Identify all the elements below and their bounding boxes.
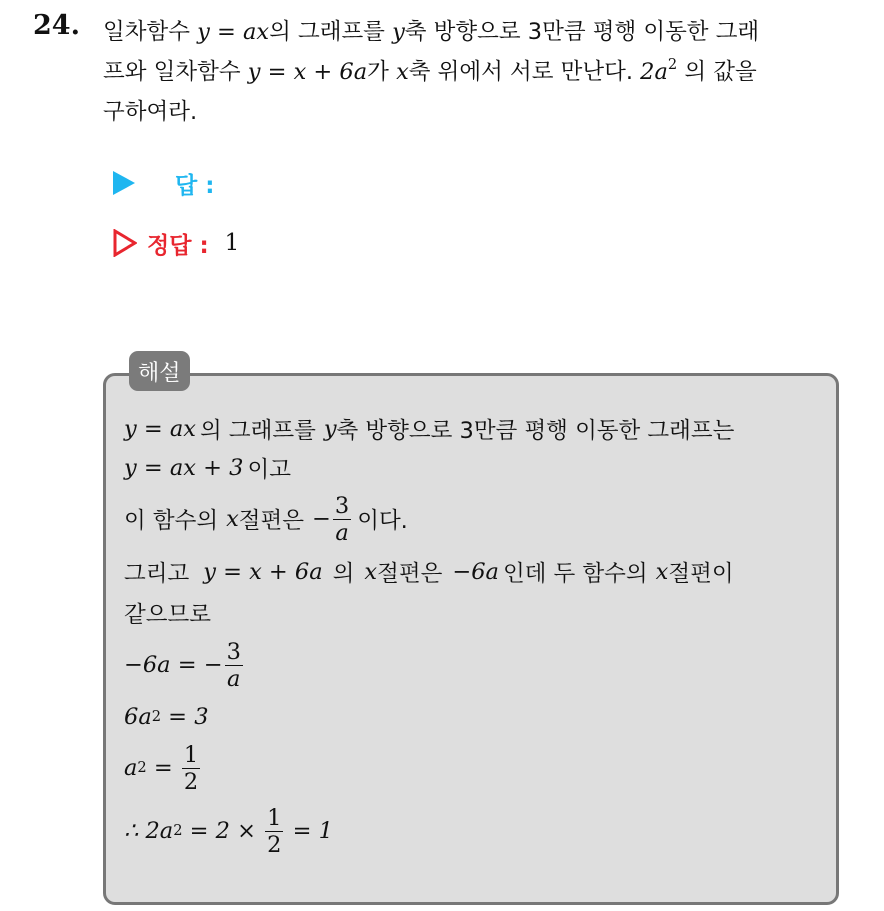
e-text: 의 그래프를 xyxy=(199,418,316,444)
fraction-denominator: 2 xyxy=(183,768,199,795)
q-text: 축 방향으로 3만큼 평행 이동한 그래 xyxy=(404,19,760,45)
e-math: y = ax xyxy=(124,416,196,442)
fraction xyxy=(182,742,200,795)
fraction-denominator: 2 xyxy=(267,831,282,858)
solution-row xyxy=(113,225,239,261)
question-line-2 xyxy=(103,52,863,92)
e-text: 그리고 xyxy=(124,561,190,587)
explanation-line-9: ∴ 2a 2 = 2 × $\frac{1}{2}$ = 1 xyxy=(124,804,333,858)
e-text: 이 함수의 xyxy=(124,508,219,534)
q-math: y xyxy=(392,19,405,45)
explanation-line-3 xyxy=(124,487,824,551)
e-text: 절편은 xyxy=(377,561,443,587)
outline-triangle-icon xyxy=(113,229,137,257)
e-text: 인데 두 함수의 xyxy=(502,561,648,587)
solution-value: 1 xyxy=(224,230,240,256)
solution-label: 정답 : xyxy=(147,232,209,259)
e-text: 이다. xyxy=(357,508,408,534)
e-math: x xyxy=(226,506,239,532)
e-math: = xyxy=(146,755,180,781)
fraction xyxy=(333,493,351,546)
explanation-line-6 xyxy=(124,633,824,697)
q-math: y = ax xyxy=(197,19,270,45)
explanation-tab: 해설 xyxy=(129,351,190,391)
e-math: − xyxy=(312,506,331,532)
q-math: x xyxy=(396,59,409,85)
e-text: 축 방향으로 3만큼 평행 이동한 그래프는 xyxy=(336,418,735,444)
q-math: 2a xyxy=(640,59,668,85)
fraction-numerator: 1 xyxy=(183,741,199,768)
explanation-line-5 xyxy=(124,593,824,633)
q-math: y = x + 6a xyxy=(247,59,368,85)
fraction xyxy=(265,805,283,858)
e-math: y = ax + 3 xyxy=(124,455,244,481)
e-text: 절편이 xyxy=(668,561,734,587)
explanation-line-7: 6a 2 = 3 xyxy=(124,704,209,730)
question-line-3 xyxy=(103,92,863,132)
explanation-line-8: a 2 = $\frac{1}{2}$ xyxy=(124,741,199,795)
q-text: 축 위에서 서로 만난다. xyxy=(408,59,634,85)
fraction-numerator: 3 xyxy=(334,492,350,519)
q-text: 의 값을 xyxy=(684,59,757,85)
explanation-line-1 xyxy=(124,409,824,449)
question-number: 24. xyxy=(33,10,80,41)
e-math: −6a xyxy=(452,559,499,585)
e-math: −6a = − xyxy=(124,652,223,678)
q-text: 의 그래프를 xyxy=(269,19,385,45)
e-math: x xyxy=(364,559,378,585)
explanation-line-2 xyxy=(124,449,824,487)
fraction-numerator: 1 xyxy=(267,804,282,831)
e-text: 같으므로 xyxy=(124,602,211,628)
q-text: 가 xyxy=(367,59,389,85)
e-math: = 3 xyxy=(161,704,209,730)
question-line-1 xyxy=(103,12,863,52)
e-math: = 2 × xyxy=(182,818,264,844)
e-math: ∴ 2a xyxy=(124,818,174,844)
e-math: y = x + 6a xyxy=(203,559,323,585)
fraction-denominator: a xyxy=(227,665,241,692)
q-text: 프와 일차함수 xyxy=(103,59,241,85)
q-text: 구하여라. xyxy=(103,99,198,125)
answer-label: 답 : xyxy=(175,172,215,199)
q-exponent: 2 xyxy=(667,55,678,73)
e-math: x xyxy=(655,559,669,585)
e-math: a xyxy=(124,755,138,781)
e-text: 의 xyxy=(332,561,355,587)
fraction-denominator: a xyxy=(335,519,349,546)
e-text: 이고 xyxy=(247,457,291,483)
answer-row xyxy=(113,165,214,201)
e-math: y xyxy=(323,416,337,442)
filled-triangle-icon xyxy=(113,171,135,195)
e-math: = 1 xyxy=(285,818,333,844)
explanation-body xyxy=(124,409,824,863)
e-text: 절편은 xyxy=(238,508,305,534)
fraction-numerator: 3 xyxy=(226,638,241,665)
explanation-line-4 xyxy=(124,551,824,593)
e-math: 6a xyxy=(124,704,152,730)
question-text xyxy=(103,12,863,132)
fraction xyxy=(225,639,243,692)
q-text: 일차함수 xyxy=(103,19,190,45)
